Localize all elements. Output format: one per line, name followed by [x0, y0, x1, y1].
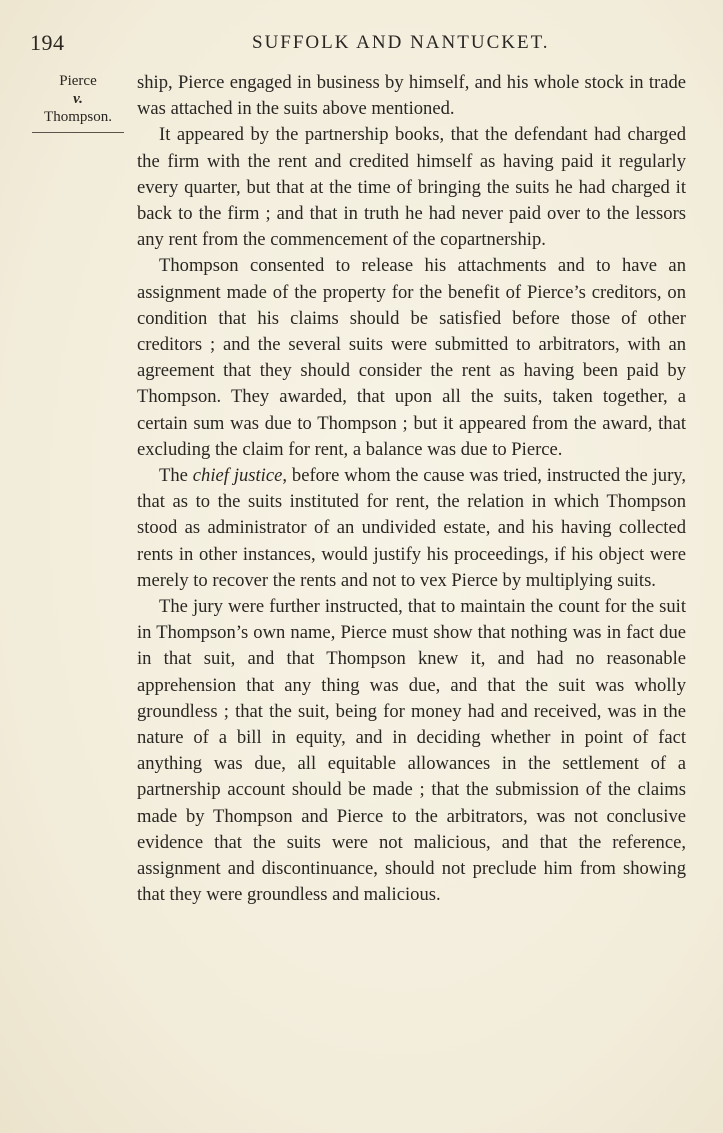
running-head: SUFFOLK AND NANTUCKET. [252, 32, 550, 53]
paragraph-5: The jury were further instructed, that to maintain the count for the suit in Thompson’s own name, Pierce must show that nothing was in fact due in that suit, and that Thompson knew it, and had no reasonable apprehension that any thing was due, and that the suit was wholly groundless ; that the suit, being for money had and received, was in the nature of a bill in equity, and in deciding whether in point of fact anything was due, all equitable allowances in the settlement of a partnership account should be made ; that the submission of the claims made by Thompson and Pierce to the arbitrators, was not conclusive evidence that the suits were not malicious, and that the reference, assignment and discontinuance, should not preclude him from showing that they were groundless and malicious. [137, 596, 686, 906]
paragraph-4-lead: The [159, 465, 193, 487]
body-text [137, 70, 686, 909]
sidenote-plaintiff: Pierce [59, 73, 97, 89]
sidenote-defendant: Thompson. [44, 109, 112, 125]
case-sidenote [28, 72, 128, 133]
sidenote-divider [32, 132, 124, 133]
paragraph-4 [137, 463, 686, 594]
page-number: 194 [30, 30, 65, 55]
paragraph-1: ship, Pierce engaged in business by himself, and his whole stock in trade was attached in the suits above mentioned. [137, 72, 686, 120]
paragraph-2: It appeared by the partnership books, that the defendant had charged the firm with the rent and credited himself as having paid it regularly every quarter, but that at the time of bringing the suits he had charged it back to the firm ; and that in truth he had never paid over to the lessors any rent from the commencement of the copartnership. [137, 124, 686, 251]
paragraph-4-italic: chief justice [192, 465, 283, 487]
paragraph-4-rest: , before whom the cause was tried, instructed the jury, that as to the suits instituted for rent, the relation in which Thompson stood as administrator of an undivided estate, and his having collected rents in other instances, would justify his proceedings, if his object were merely to recover the rents and not to vex Pierce by multiplying suits. [137, 465, 686, 591]
paragraph-3: Thompson consented to release his attachments and to have an assignment made of the property for the benefit of Pierce’s creditors, on condition that his claims should be satisfied before those of other creditors ; and the several suits were submitted to arbitrators, with an agreement that they should consider the rent as having been paid by Thompson. They awarded, that upon all the suits, taken together, a certain sum was due to Thompson ; but it appeared from the award, that excluding the claim for rent, a balance was due to Pierce. [137, 255, 686, 460]
sidenote-versus: v. [73, 91, 83, 107]
page-header [30, 30, 690, 60]
